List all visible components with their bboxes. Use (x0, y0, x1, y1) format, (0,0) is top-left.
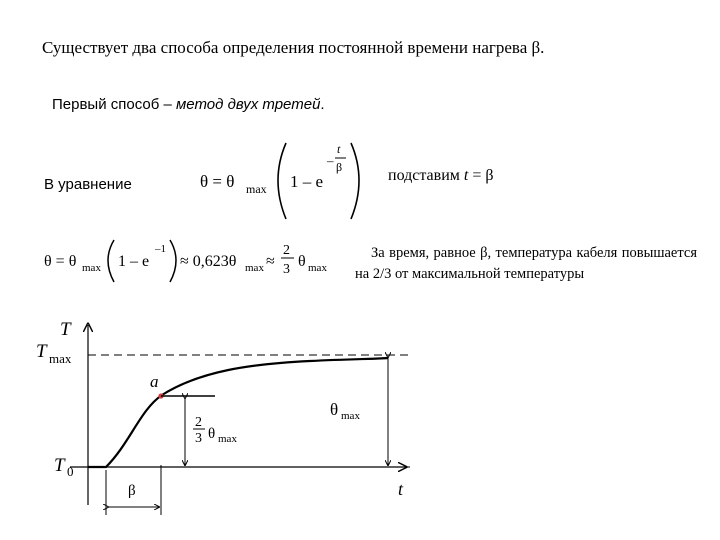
two-thirds-den: 3 (195, 431, 202, 446)
explanation-text: За время, равное β, температура кабеля повышается на 2/3 от максимальной температуры (355, 245, 697, 282)
f2-right-paren (170, 240, 176, 282)
substitute-suffix: = β (468, 167, 494, 184)
two-thirds-theta: θ (208, 426, 216, 442)
f2-theta: θ (298, 253, 306, 270)
f1-left-paren (278, 143, 286, 219)
first-method-line (52, 96, 325, 113)
y-axis-label: T (60, 319, 71, 340)
beta-label: β (128, 483, 136, 499)
f2-theta-sub: max (308, 262, 327, 274)
f1-exp-den: β (336, 160, 343, 174)
f2-frac-num: 2 (283, 243, 290, 258)
heating-equation (196, 135, 362, 225)
f2-approx-sub: max (245, 262, 264, 274)
heating-curve-graph (30, 315, 430, 525)
two-thirds-sub: max (218, 433, 237, 445)
page-title: Существует два способа определения постоянной времени нагрева β. (42, 38, 545, 57)
tmax-sub: max (49, 351, 72, 366)
substituted-equation (40, 232, 340, 288)
f1-one-minus: 1 – e (290, 172, 324, 191)
theta-max-sub: max (341, 410, 360, 422)
explanation-paragraph (355, 243, 697, 285)
theta-max-label: θ (330, 400, 339, 419)
f2-frac-den: 3 (283, 262, 290, 277)
x-axis-label: t (398, 479, 404, 499)
f1-lhs: θ = θ (200, 172, 235, 191)
f2-one-minus: 1 – e (118, 253, 150, 270)
f2-lhs: θ = θ (44, 253, 77, 270)
two-thirds-num: 2 (195, 415, 202, 430)
f2-left-paren (108, 240, 114, 282)
first-method-suffix: . (320, 96, 325, 113)
tmax-label: T (36, 341, 47, 362)
equation-lead-text: В уравнение (44, 176, 132, 193)
f1-exp-minus: – (327, 153, 334, 168)
substitute-text (388, 167, 494, 185)
f2-approx: ≈ 0,623θ (180, 253, 237, 270)
f2-approx2: ≈ (266, 253, 275, 270)
substitute-var: t (463, 167, 469, 184)
point-a-label: a (150, 372, 159, 391)
first-method-prefix: Первый способ – (52, 96, 177, 113)
t0-label: T (54, 455, 65, 476)
f1-right-paren (351, 143, 359, 219)
first-method-name: метод двух третей (176, 96, 321, 113)
f1-sub: max (246, 182, 267, 196)
f2-sub: max (82, 262, 101, 274)
f1-exp-num: t (337, 142, 341, 156)
f2-exp: –1 (155, 243, 166, 255)
t0-sub: 0 (67, 464, 74, 479)
substitute-prefix: подставим (388, 167, 464, 184)
